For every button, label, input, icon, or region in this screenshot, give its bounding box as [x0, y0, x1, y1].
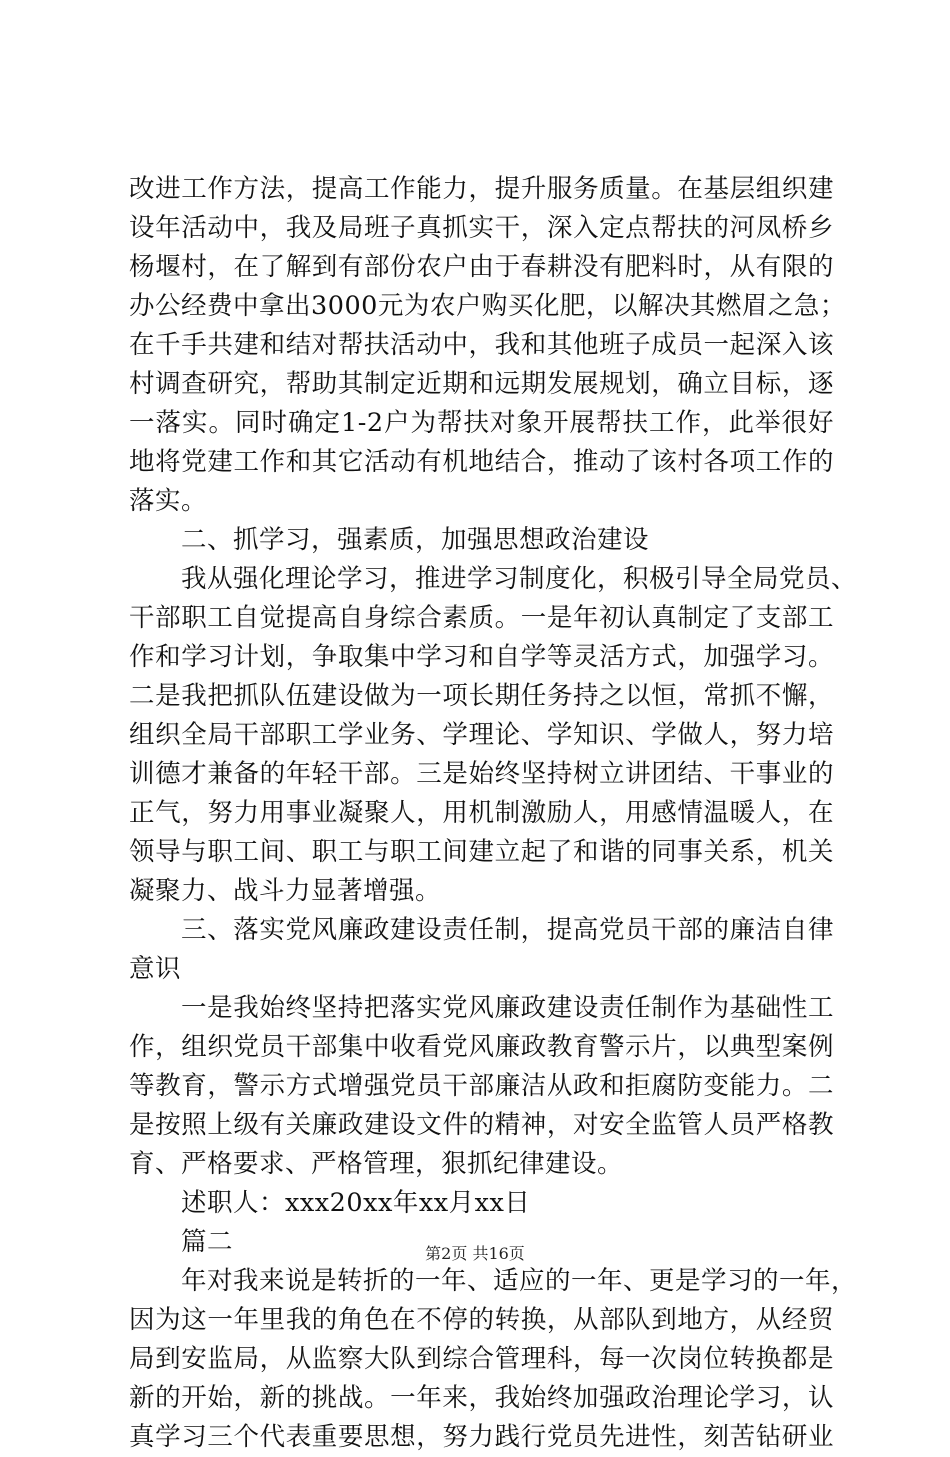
text-line: 在千手共建和结对帮扶活动中，我和其他班子成员一起深入该: [129, 330, 834, 360]
text-line: 育、严格要求、严格管理，狠抓纪律建设。: [129, 1149, 624, 1179]
signature-line: 述职人：xxx20xx年xx月xx日: [181, 1188, 531, 1218]
section-heading-continued: 意识: [129, 954, 182, 984]
section-heading: 二、抓学习，强素质，加强思想政治建设: [181, 525, 650, 555]
text-line: 我从强化理论学习，推进学习制度化，积极引导全局党员、: [181, 564, 858, 594]
text-line: 村调查研究，帮助其制定近期和远期发展规划，确立目标，逐: [129, 369, 834, 399]
page-number: 第2页 共16页: [425, 1244, 525, 1263]
page-footer: [0, 1244, 950, 1264]
text-line: 改进工作方法，提高工作能力，提升服务质量。在基层组织建: [129, 174, 834, 204]
text-line: 二是我把抓队伍建设做为一项长期任务持之以恒，常抓不懈，: [129, 681, 834, 711]
text-line: 落实。: [129, 486, 208, 516]
text-line: 等教育，警示方式增强党员干部廉洁从政和拒腐防变能力。二: [129, 1071, 834, 1101]
text-line: 一是我始终坚持把落实党风廉政建设责任制作为基础性工: [181, 993, 834, 1023]
text-line: 领导与职工间、职工与职工间建立起了和谐的同事关系，机关: [129, 837, 834, 867]
text-line: 年对我来说是转折的一年、适应的一年、更是学习的一年，: [181, 1266, 858, 1296]
text-line: 新的开始，新的挑战。一年来，我始终加强政治理论学习，认: [129, 1383, 834, 1413]
part-heading: 篇二: [181, 1227, 234, 1257]
text-line: 办公经费中拿出3000元为农户购买化肥，以解决其燃眉之急；: [129, 291, 846, 321]
text-line: 地将党建工作和其它活动有机地结合，推动了该村各项工作的: [129, 447, 834, 477]
text-line: 作和学习计划，争取集中学习和自学等灵活方式，加强学习。: [129, 642, 834, 672]
text-line: 凝聚力、战斗力显著增强。: [129, 876, 442, 906]
text-line: 局到安监局，从监察大队到综合管理科，每一次岗位转换都是: [129, 1344, 834, 1374]
text-line: 设年活动中，我及局班子真抓实干，深入定点帮扶的河凤桥乡: [129, 213, 834, 243]
text-line: 干部职工自觉提高自身综合素质。一是年初认真制定了支部工: [129, 603, 834, 633]
text-line: 杨堰村，在了解到有部份农户由于春耕没有肥料时，从有限的: [129, 252, 834, 282]
text-line: 作，组织党员干部集中收看党风廉政教育警示片，以典型案例: [129, 1032, 834, 1062]
text-line: 一落实。同时确定1-2户为帮扶对象开展帮扶工作，此举很好: [129, 408, 834, 438]
text-line: 因为这一年里我的角色在不停的转换，从部队到地方，从经贸: [129, 1305, 834, 1335]
text-line: 真学习三个代表重要思想，努力践行党员先进性，刻苦钻研业: [129, 1422, 834, 1452]
section-heading: 三、落实党风廉政建设责任制，提高党员干部的廉洁自律: [181, 915, 834, 945]
text-line: 组织全局干部职工学业务、学理论、学知识、学做人，努力培: [129, 720, 834, 750]
text-line: 训德才兼备的年轻干部。三是始终坚持树立讲团结、干事业的: [129, 759, 834, 789]
text-line: 是按照上级有关廉政建设文件的精神，对安全监管人员严格教: [129, 1110, 834, 1140]
text-line: 正气，努力用事业凝聚人，用机制激励人，用感情温暖人，在: [129, 798, 834, 828]
